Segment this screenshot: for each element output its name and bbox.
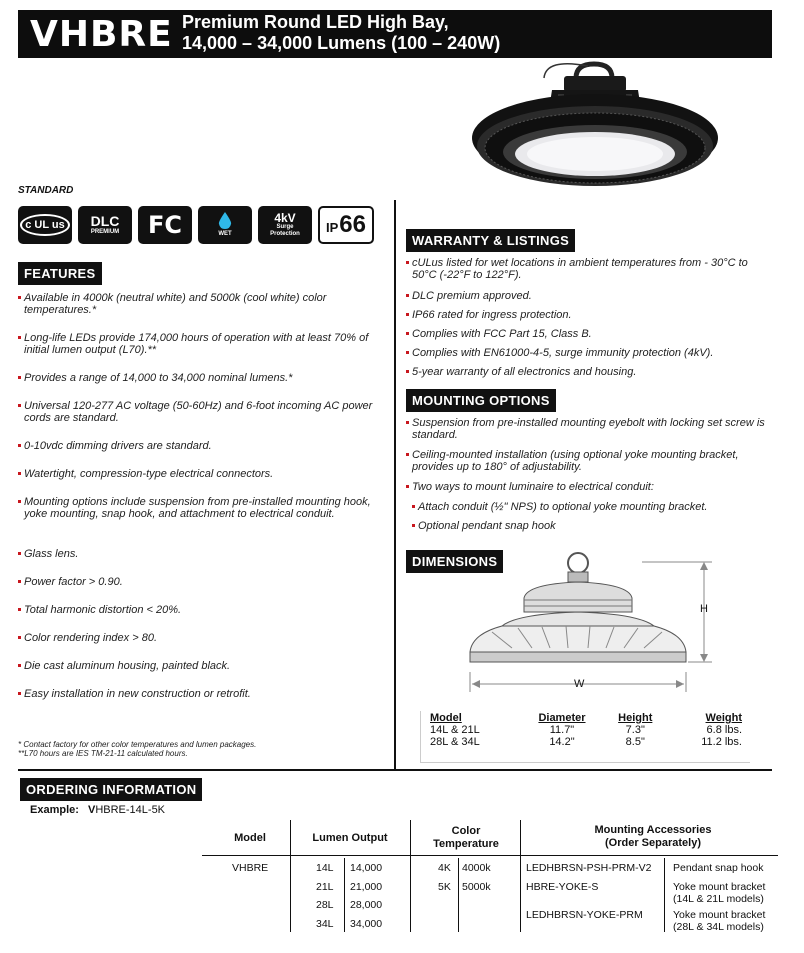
order-col-mounting-1: Mounting Accessories	[594, 824, 712, 836]
fcc-icon	[138, 206, 192, 244]
surge-protection-icon	[258, 206, 312, 244]
ordering-label: ORDERING INFORMATION	[20, 778, 202, 801]
feature-item: Provides a range of 14,000 to 34,000 nominal lumens.*	[18, 372, 382, 400]
order-lumen-value: 21,000	[350, 881, 383, 893]
dlc-text: DLC	[90, 213, 120, 229]
footnotes	[18, 740, 256, 758]
feature-item: Die cast aluminum housing, painted black.	[18, 660, 382, 688]
order-col-color-2: Temperature	[433, 838, 499, 850]
order-lumen-code: 14L	[316, 862, 334, 874]
example-rest: HBRE-14L-5K	[95, 804, 166, 816]
example-value	[88, 804, 165, 816]
ip-prefix: IP	[326, 220, 339, 235]
dimensions-table-frame	[420, 711, 750, 763]
feature-item: Power factor > 0.90.	[18, 576, 382, 604]
mounting-list	[406, 417, 772, 499]
warranty-item: IP66 rated for ingress protection.	[406, 309, 772, 328]
ip66-icon	[318, 206, 374, 244]
feature-item: Watertight, compression-type electrical connectors.	[18, 468, 382, 496]
warranty-item: DLC premium approved.	[406, 290, 772, 309]
mounting-item: Ceiling-mounted installation (using optional yoke mounting bracket, provides up to 180° of adjustability.	[406, 449, 772, 481]
section-divider	[18, 769, 772, 771]
order-color-value: 5000k	[462, 881, 491, 893]
footnote-1: * Contact factory for other color temperatures and lumen packages.	[18, 740, 257, 749]
order-accessory-desc-line: Yoke mount bracket	[673, 881, 766, 893]
warranty-item: Complies with EN61000-4-5, surge immunity protection (4kV).	[406, 347, 772, 366]
ul-listed-icon	[18, 206, 72, 244]
feature-item: Color rendering index > 80.	[18, 632, 382, 660]
order-lumen-code: 28L	[316, 899, 334, 911]
order-accessory-desc-line: (28L & 34L models)	[673, 921, 764, 933]
subtitle-line-1: Premium Round LED High Bay,	[182, 12, 449, 32]
order-accessory-desc: Pendant snap hook	[673, 862, 764, 874]
order-vline	[520, 820, 521, 932]
dim-header-weight: Weight	[705, 712, 742, 724]
dimension-drawing	[462, 548, 732, 698]
mounting-item: Suspension from pre-installed mounting eyebolt with locking set screw is standard.	[406, 417, 772, 449]
dlc-sub-text: PREMIUM	[90, 229, 120, 235]
dlc-premium-icon	[78, 206, 132, 244]
mounting-item: Two ways to mount luminaire to electrical conduit:	[406, 481, 772, 499]
order-accessory-desc-line: Yoke mount bracket	[673, 909, 766, 921]
dim-cell: 11.2 lbs.	[701, 736, 742, 748]
warranty-item: Complies with FCC Part 15, Class B.	[406, 328, 772, 347]
dim-cell: 28L & 34L	[430, 736, 480, 748]
mounting-sub-list	[412, 501, 778, 536]
dim-cell: 14L & 21L	[430, 724, 480, 736]
ul-text: c UL us	[20, 214, 70, 236]
features-list	[18, 292, 382, 708]
model-title: VHBRE	[30, 14, 173, 55]
surge-sub-1: Surge	[276, 224, 294, 230]
warranty-item: 5-year warranty of all electronics and housing.	[406, 366, 772, 382]
dim-header-diameter: Diameter	[538, 712, 586, 724]
dimension-w-label: W	[574, 678, 585, 690]
dim-cell: 14.2"	[549, 736, 575, 748]
fcc-text: FC	[147, 211, 182, 239]
footnote-2: **L70 hours are IES TM-21-11 calculated hours.	[18, 749, 188, 758]
dimensions-label: DIMENSIONS	[406, 550, 503, 573]
surge-value: 4kV	[274, 211, 296, 225]
mounting-sub-item: Optional pendant snap hook	[412, 520, 778, 536]
example-prefix: V	[87, 804, 96, 816]
features-label: FEATURES	[18, 262, 102, 285]
feature-item: Total harmonic distortion < 20%.	[18, 604, 382, 632]
certification-row	[18, 206, 374, 244]
order-vline	[344, 858, 345, 932]
order-accessory-desc	[673, 909, 765, 933]
wet-text: WET	[218, 231, 232, 237]
order-lumen-code: 21L	[316, 881, 334, 893]
order-col-model: Model	[234, 832, 266, 844]
feature-item: Available in 4000k (neutral white) and 5000k (cool white) color temperatures.*	[18, 292, 382, 332]
feature-item: Long-life LEDs provide 174,000 hours of operation with at least 70% of initial lumen output (L70).**	[18, 332, 382, 372]
order-accessory-desc-line: (14L & 21L models)	[673, 893, 764, 905]
product-photo	[466, 60, 726, 200]
water-drop-icon	[218, 212, 232, 230]
ordering-example	[30, 804, 165, 816]
order-col-mounting	[528, 824, 778, 850]
feature-item: Glass lens.	[18, 548, 382, 576]
order-lumen-value: 34,000	[350, 918, 383, 930]
surge-sub-2: Protection	[270, 231, 300, 237]
order-accessory-desc	[673, 881, 765, 905]
product-subtitle	[182, 12, 500, 54]
feature-item: Easy installation in new construction or retrofit.	[18, 688, 382, 708]
dim-cell: 6.8 lbs.	[706, 724, 742, 736]
dim-cell: 7.3"	[625, 724, 645, 736]
order-vline	[458, 858, 459, 932]
order-lumen-value: 28,000	[350, 899, 383, 911]
order-vline	[410, 820, 411, 932]
order-vline	[664, 858, 665, 932]
order-header-line	[202, 855, 778, 856]
standard-label: STANDARD	[18, 185, 74, 196]
warranty-label: WARRANTY & LISTINGS	[406, 229, 575, 252]
order-accessory-part: HBRE-YOKE-S	[526, 881, 599, 893]
order-color-code: 4K	[438, 862, 451, 874]
feature-item: 0-10vdc dimming drivers are standard.	[18, 440, 382, 468]
dim-header-height: Height	[618, 712, 653, 724]
mounting-label: MOUNTING OPTIONS	[406, 389, 556, 412]
dim-cell: 8.5"	[625, 736, 645, 748]
feature-item: Universal 120-277 AC voltage (50-60Hz) and 6-foot incoming AC power cords are standard.	[18, 400, 382, 440]
warranty-item: cULus listed for wet locations in ambient temperatures from - 30°C to 50°C (-22°F to 122°F).	[406, 257, 772, 290]
order-lumen-value: 14,000	[350, 862, 383, 874]
subtitle-line-2: 14,000 – 34,000 Lumens (100 – 240W)	[182, 33, 501, 53]
order-accessory-part: LEDHBRSN-YOKE-PRM	[526, 909, 643, 921]
dim-cell: 11.7"	[549, 724, 575, 736]
column-divider	[394, 200, 396, 770]
feature-item: Mounting options include suspension from pre-installed mounting hook, yoke mounting, snap hook, and attachment to electrical conduit.	[18, 496, 382, 548]
order-color-value: 4000k	[462, 862, 491, 874]
order-col-lumen: Lumen Output	[312, 832, 388, 844]
order-col-color	[418, 825, 514, 851]
dimension-h-label: H	[700, 603, 708, 615]
warranty-list	[406, 257, 772, 382]
wet-location-icon	[198, 206, 252, 244]
order-accessory-part: LEDHBRSN-PSH-PRM-V2	[526, 862, 652, 874]
order-lumen-code: 34L	[316, 918, 334, 930]
order-color-code: 5K	[438, 881, 451, 893]
order-vline	[290, 820, 291, 932]
order-col-mounting-2: (Order Separately)	[605, 837, 701, 849]
order-col-color-1: Color	[451, 825, 481, 837]
ip-value: 66	[339, 211, 366, 238]
example-label: Example:	[30, 804, 79, 816]
dim-header-model: Model	[430, 712, 462, 724]
order-model-value: VHBRE	[232, 862, 269, 874]
mounting-sub-item: Attach conduit (½" NPS) to optional yoke mounting bracket.	[412, 501, 778, 520]
